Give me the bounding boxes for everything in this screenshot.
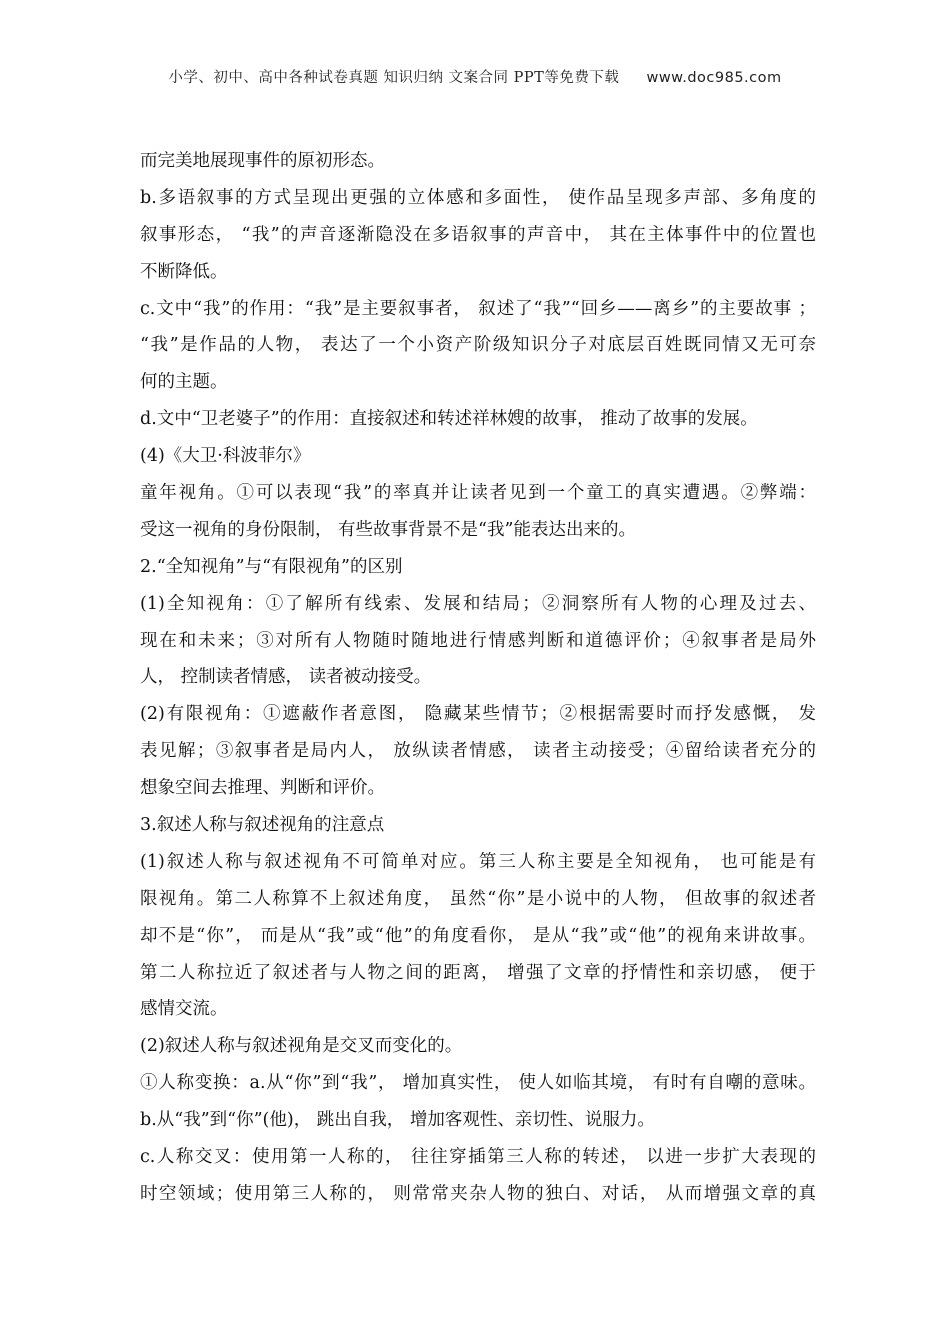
text-line: 表见解；③叙事者是局内人， 放纵读者情感， 读者主动接受；④留给读者充分的	[140, 741, 816, 762]
text-line: (1)全知视角：①了解所有线索、发展和结局；②洞察所有人物的心理及过去、	[140, 593, 816, 614]
header-url: www.doc985.com	[646, 70, 782, 86]
section-heading: 3.叙述人称与叙述视角的注意点	[140, 815, 385, 836]
text-line: c.人称交叉：使用第一人称的， 往往穿插第三人称的转述， 以进一步扩大表现的	[140, 1147, 816, 1168]
text-line: 而完美地展现事件的原初形态。	[140, 151, 385, 171]
text-line: 想象空间去推理、判断和评价。	[140, 778, 385, 799]
text-line: 不断降低。	[140, 261, 228, 282]
text-line: 却不是“你”， 而是从“我”或“他”的角度看你， 是从“我”或“他”的视角来讲故事。	[140, 925, 816, 946]
header-text: 小学、初中、高中各种试卷真题 知识归纳 文案合同 PPT等免费下载	[168, 70, 620, 86]
text-line: (2)有限视角：①遮蔽作者意图， 隐藏某些情节；②根据需要时而抒发感慨， 发	[140, 704, 816, 725]
text-line: 现在和未来；③对所有人物随时随地进行情感判断和道德评价；④叙事者是局外	[140, 630, 816, 651]
text-line: (4)《大卫·科波菲尔》	[140, 446, 311, 467]
page-header	[0, 66, 950, 87]
document-body	[140, 143, 816, 1213]
text-line: 何的主题。	[140, 372, 228, 393]
text-line: 限视角。第二人称算不上叙述角度， 虽然“你”是小说中的人物， 但故事的叙述者	[140, 888, 816, 909]
text-line: 第二人称拉近了叙述者与人物之间的距离， 增强了文章的抒情性和亲切感， 便于	[140, 962, 816, 983]
text-line: (2)叙述人称与叙述视角是交叉而变化的。	[140, 1036, 463, 1057]
text-line: 时空领域；使用第三人称的， 则常常夹杂人物的独白、对话， 从而增强文章的真	[140, 1183, 816, 1204]
text-line: c.文中“我”的作用：“我”是主要叙事者， 叙述了“我”“回乡——离乡”的主要故事 ；	[140, 298, 816, 319]
text-line: 童年视角。①可以表现“我”的率真并让读者见到一个童工的真实遭遇。②弊端：	[140, 483, 816, 504]
text-line: b.从“我”到“你”(他)， 跳出自我， 增加客观性、亲切性、说服力。	[140, 1110, 655, 1131]
text-line: ①人称变换：a.从“你”到“我”， 增加真实性， 使人如临其境， 有时有自嘲的意味。	[140, 1073, 816, 1094]
section-heading: 2.“全知视角”与“有限视角”的区别	[140, 556, 403, 577]
text-line: 人， 控制读者情感， 读者被动接受。	[140, 667, 432, 688]
text-line: (1)叙述人称与叙述视角不可简单对应。第三人称主要是全知视角， 也可能是有	[140, 851, 816, 872]
text-line: 受这一视角的身份限制， 有些故事背景不是“我”能表达出来的。	[140, 519, 636, 540]
text-line: b.多语叙事的方式呈现出更强的立体感和多面性， 使作品呈现多声部、多角度的	[140, 187, 816, 208]
text-line: 感情交流。	[140, 999, 228, 1020]
text-line: 叙事形态， “我”的声音逐渐隐没在多语叙事的声音中， 其在主体事件中的位置也	[140, 224, 816, 245]
text-line: “我”是作品的人物， 表达了一个小资产阶级知识分子对底层百姓既同情又无可奈	[140, 335, 816, 356]
text-line: d.文中“卫老婆子”的作用：直接叙述和转述祥林嫂的故事， 推动了故事的发展。	[140, 409, 758, 430]
